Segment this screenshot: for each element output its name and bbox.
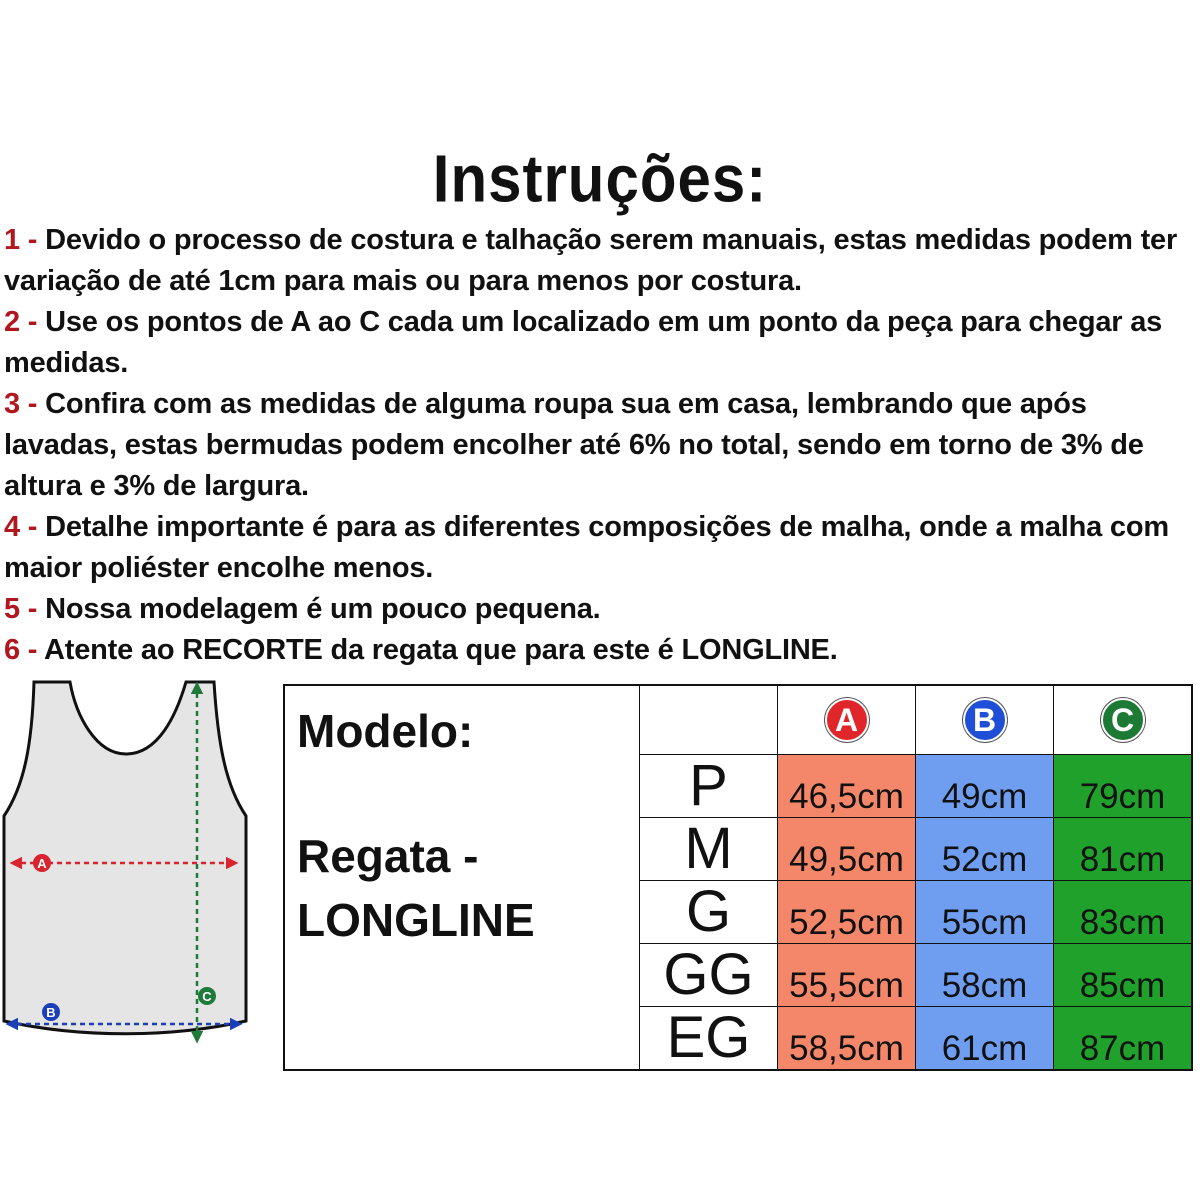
model-name: Regata - LONGLINE — [297, 830, 535, 946]
value-a: 52,5cm — [778, 881, 916, 944]
value-a: 46,5cm — [778, 755, 916, 818]
value-a: 49,5cm — [778, 818, 916, 881]
instruction-item — [4, 507, 1196, 589]
svg-text:C: C — [202, 989, 212, 1004]
instruction-text: Confira com as medidas de alguma roupa sua em casa, lembrando que após lavadas, estas bermudas podem encolher até 6% no total, sendo em torno de 3% de altura e 3% de largura. — [4, 388, 1144, 502]
badge-b: B — [963, 698, 1007, 742]
instruction-item — [4, 220, 1196, 302]
size-label: P — [640, 755, 778, 818]
instruction-number: 1 - — [4, 224, 38, 256]
value-b: 49cm — [916, 755, 1054, 818]
value-a: 55,5cm — [778, 944, 916, 1007]
instruction-text: Detalhe importante é para as diferentes composições de malha, onde a malha com maior poliéster encolhe menos. — [4, 511, 1169, 584]
header-b — [916, 685, 1054, 755]
model-cell — [284, 685, 640, 1070]
size-header-empty — [640, 685, 778, 755]
value-a: 58,5cm — [778, 1007, 916, 1071]
page-title: Instruções: — [432, 141, 768, 217]
badge-c: C — [1101, 698, 1145, 742]
value-c: 79cm — [1054, 755, 1193, 818]
value-c: 81cm — [1054, 818, 1193, 881]
badge-a: A — [825, 698, 869, 742]
instruction-number: 2 - — [4, 306, 38, 338]
table-header-row — [284, 685, 1192, 755]
size-label: GG — [640, 944, 778, 1007]
instruction-text: Nossa modelagem é um pouco pequena. — [37, 593, 601, 625]
instruction-text: Atente ao RECORTE da regata que para este é LONGLINE. — [37, 634, 838, 666]
marker-c — [198, 987, 216, 1005]
instruction-item — [4, 630, 1196, 671]
instruction-item — [4, 302, 1196, 384]
size-table — [283, 684, 1193, 1071]
value-b: 52cm — [916, 818, 1054, 881]
value-b: 55cm — [916, 881, 1054, 944]
instruction-number: 5 - — [4, 593, 38, 625]
svg-text:A: A — [37, 856, 47, 871]
header-c — [1054, 685, 1193, 755]
svg-text:B: B — [46, 1005, 56, 1020]
model-label: Modelo: — [297, 705, 474, 757]
tank-top-diagram — [0, 676, 250, 1046]
size-label: G — [640, 881, 778, 944]
instruction-text: Devido o processo de costura e talhação serem manuais, estas medidas podem ter variação de até 1cm para mais ou para menos por costura. — [4, 224, 1178, 297]
instruction-item — [4, 384, 1196, 507]
instructions-list — [4, 220, 1196, 671]
instruction-number: 3 - — [4, 388, 38, 420]
value-c: 83cm — [1054, 881, 1193, 944]
size-label: M — [640, 818, 778, 881]
header-a — [778, 685, 916, 755]
value-c: 87cm — [1054, 1007, 1193, 1071]
instruction-number: 4 - — [4, 511, 38, 543]
instruction-item — [4, 589, 1196, 630]
value-c: 85cm — [1054, 944, 1193, 1007]
marker-a — [33, 854, 51, 872]
marker-b — [42, 1003, 60, 1021]
instruction-number: 6 - — [4, 634, 38, 666]
size-label: EG — [640, 1007, 778, 1071]
value-b: 58cm — [916, 944, 1054, 1007]
value-b: 61cm — [916, 1007, 1054, 1071]
instruction-text: Use os pontos de A ao C cada um localizado em um ponto da peça para chegar as medidas. — [4, 306, 1163, 379]
